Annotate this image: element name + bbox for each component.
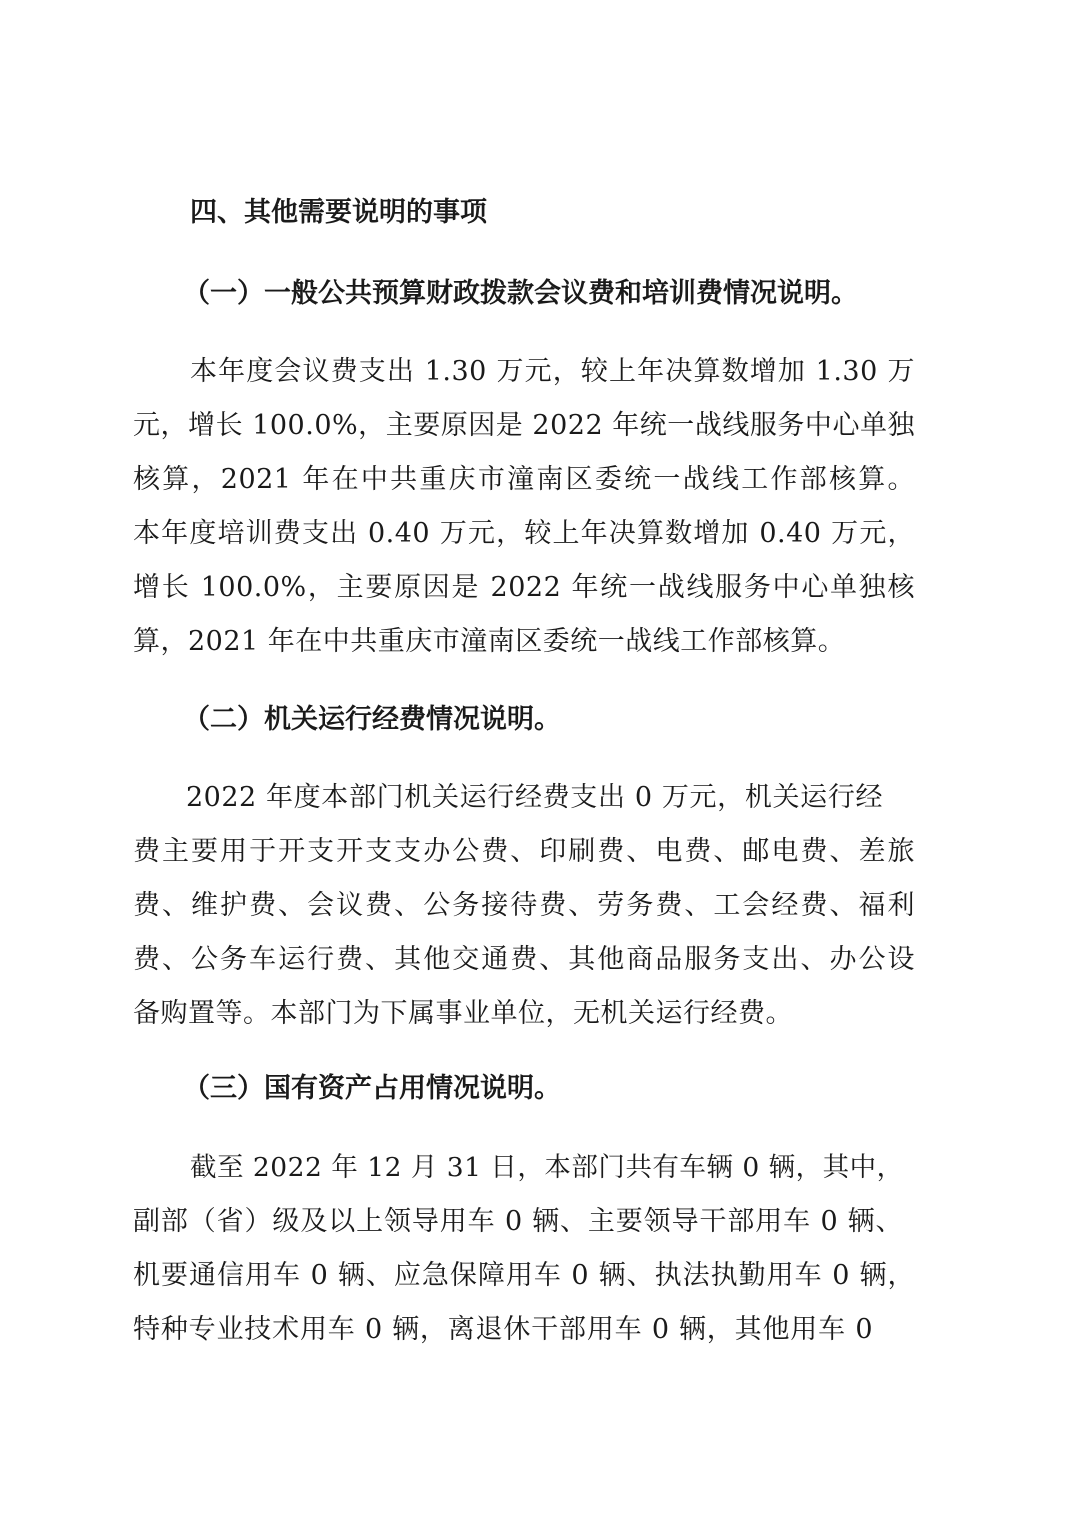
paragraph-line: 备购置等。本部门为下属事业单位，无机关运行经费。	[133, 998, 793, 1029]
paragraph-line: 费、维护费、会议费、公务接待费、劳务费、工会经费、福利	[133, 890, 915, 921]
sub1-heading: （一）一般公共预算财政拨款会议费和培训费情况说明。	[183, 278, 858, 309]
paragraph-line: 特种专业技术用车 0 辆，离退休干部用车 0 辆，其他用车 0	[133, 1314, 873, 1345]
paragraph-operating-expenses	[133, 771, 915, 1041]
paragraph-line: 费、公务车运行费、其他交通费、其他商品服务支出、办公设	[133, 944, 915, 975]
paragraph-line: 费主要用于开支开支支办公费、印刷费、电费、邮电费、差旅	[133, 836, 915, 867]
paragraph-line: 元，增长 100.0%，主要原因是 2022 年统一战线服务中心单独	[133, 410, 915, 441]
paragraph-1	[133, 345, 915, 669]
section-heading-other-matters	[190, 193, 972, 233]
subsection-heading-2	[183, 700, 965, 740]
sub3-heading: （三）国有资产占用情况说明。	[183, 1073, 561, 1104]
paragraph-line: 2022 年度本部门机关运行经费支出 0 万元，机关运行经	[186, 782, 883, 813]
paragraph-meeting-training-fees	[133, 345, 915, 669]
paragraph-2	[133, 771, 915, 1041]
paragraph-3	[133, 1141, 915, 1357]
sub2-heading: （二）机关运行经费情况说明。	[183, 704, 561, 735]
paragraph-line: 增长 100.0%，主要原因是 2022 年统一战线服务中心单独核	[133, 572, 915, 603]
paragraph-line: 副部（省）级及以上领导用车 0 辆、主要领导干部用车 0 辆、	[133, 1206, 903, 1237]
subsection-heading-1	[183, 274, 965, 314]
paragraph-line: 截至 2022 年 12 月 31 日，本部门共有车辆 0 辆，其中，	[190, 1152, 904, 1183]
paragraph-line: 本年度会议费支出 1.30 万元，较上年决算数增加 1.30 万	[190, 356, 915, 387]
subsection-heading-3	[183, 1069, 965, 1109]
paragraph-line: 本年度培训费支出 0.40 万元，较上年决算数增加 0.40 万元，	[133, 518, 915, 549]
main-heading: 四、其他需要说明的事项	[190, 197, 487, 228]
paragraph-line: 核算，2021 年在中共重庆市潼南区委统一战线工作部核算。	[133, 464, 915, 495]
paragraph-line: 机要通信用车 0 辆、应急保障用车 0 辆、执法执勤用车 0 辆，	[133, 1260, 915, 1291]
paragraph-state-assets	[133, 1141, 915, 1357]
paragraph-line: 算，2021 年在中共重庆市潼南区委统一战线工作部核算。	[133, 626, 846, 657]
